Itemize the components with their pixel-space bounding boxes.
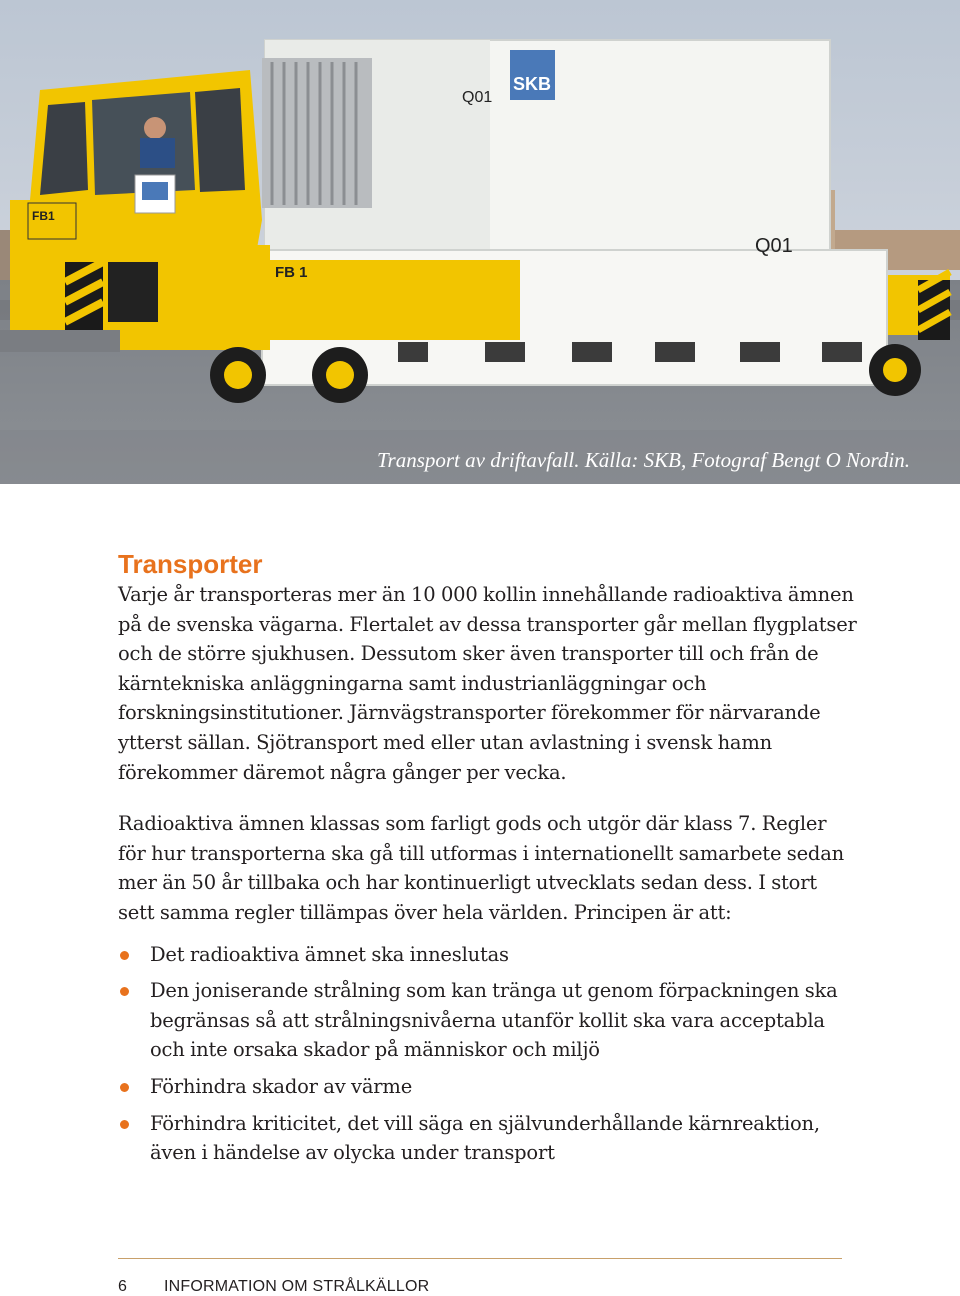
chassis-label: FB 1	[275, 264, 308, 281]
bullet-icon	[120, 1120, 129, 1129]
photo-caption: Transport av driftavfall. Källa: SKB, Fotograf Bengt O Nordin.	[377, 448, 910, 472]
paragraph-transport-volume: Varje år transporteras mer än 10 000 kollin innehållande radioaktiva ämnen på de svenska vägarna. Flertalet av dessa transporter går mellan flygplatser och de större sjukhusen. Dessutom sker även transporter till och från de kärntekniska anläggningarna samt industrianläggningar och forskningsinstitutioner. Järnvägstransporter förekommer för närvarande ytterst sällan. Sjötransport med eller utan avlastning i svensk hamn förekommer däremot några gånger per vecka.	[118, 583, 857, 784]
list-item-text: Det radioaktiva ämnet ska inneslutas	[150, 942, 509, 966]
bullet-icon	[120, 987, 129, 996]
running-title: INFORMATION OM STRÅLKÄLLOR	[164, 1278, 430, 1295]
container-label-top: Q01	[462, 89, 493, 106]
section-heading: Transporter	[118, 549, 263, 579]
list-item	[118, 1109, 858, 1168]
paragraph-regulations: Radioaktiva ämnen klassas som farligt gods och utgör där klass 7. Regler för hur transporterna ska gå till utformas i internationellt samarbete sedan mer än 50 år tillbaka och har kontinuerligt utvecklats sedan dess. I stort sett samma regler tillämpas över hela världen. Principen är att:	[118, 812, 844, 924]
bullet-icon	[120, 951, 129, 960]
list-item-text: Förhindra kriticitet, det vill säga en självunderhållande kärnreaktion, även i händelse av olycka under transport	[150, 1111, 820, 1165]
container-logo: SKB	[512, 74, 552, 94]
page-number: 6	[118, 1278, 127, 1295]
list-item-text: Den joniserande strålning som kan tränga ut genom förpackningen ska begränsas så att strålningsnivåerna utanför kollit ska vara acceptabla och inte orsaka skador på människor och miljö	[150, 979, 838, 1062]
main-content	[118, 548, 858, 1175]
footer-divider	[118, 1258, 842, 1259]
principles-list	[118, 940, 858, 1168]
list-item	[118, 1072, 858, 1102]
cab-label: FB1	[32, 209, 55, 223]
container-label-side: Q01	[755, 235, 793, 257]
list-item-text: Förhindra skador av värme	[150, 1074, 413, 1098]
bullet-icon	[120, 1083, 129, 1092]
list-item	[118, 976, 858, 1065]
list-item	[118, 940, 858, 970]
transport-photo	[0, 0, 960, 484]
